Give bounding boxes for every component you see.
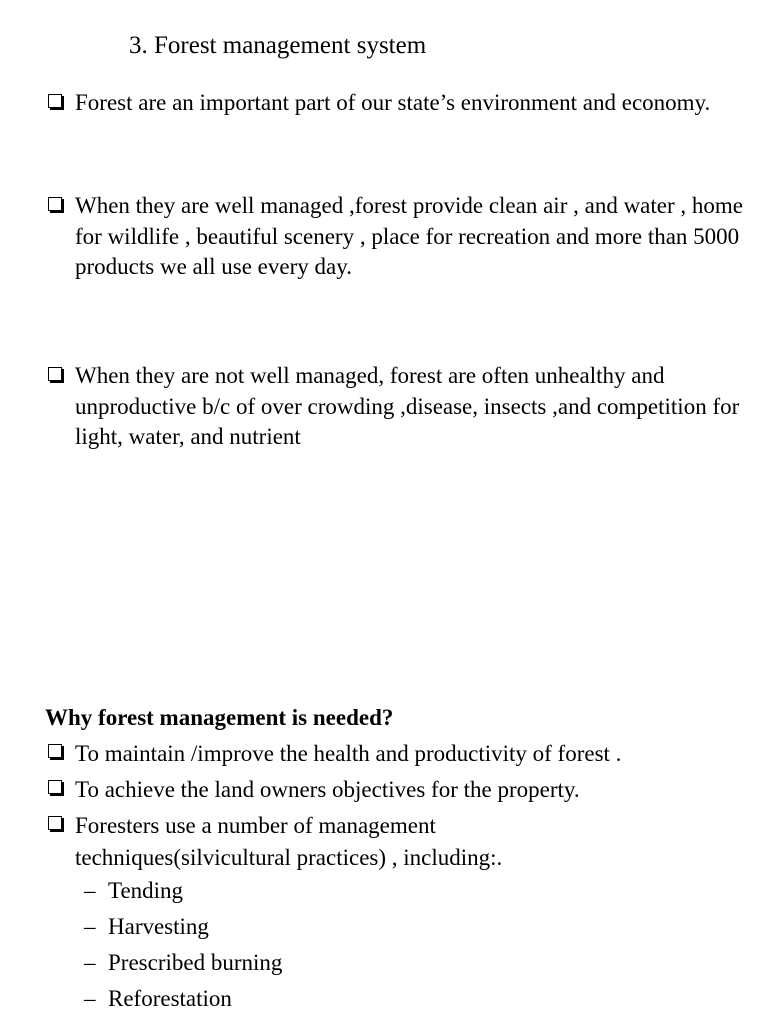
dash-bullet-icon: – xyxy=(84,950,96,975)
reason-item xyxy=(45,738,745,770)
technique-item xyxy=(84,948,282,978)
checkbox-bullet-icon xyxy=(48,367,62,381)
reason-text: To achieve the land owners objectives for the property. xyxy=(75,777,580,802)
dash-bullet-icon: – xyxy=(84,986,96,1011)
intro-bullet-2 xyxy=(45,191,745,283)
section-heading: Why forest management is needed? xyxy=(45,705,394,730)
intro-bullet-text: When they are not well managed, forest are often unhealthy and unproductive b/c of over crowding ,disease, insects ,and competition for light, water, and nutrient xyxy=(75,363,740,449)
page-title: 3. Forest management system xyxy=(129,32,427,59)
reason-text: To maintain /improve the health and productivity of forest . xyxy=(75,741,622,766)
dash-bullet-icon: – xyxy=(84,878,96,903)
technique-text: Prescribed burning xyxy=(108,950,283,975)
technique-text: Reforestation xyxy=(108,986,232,1011)
technique-item xyxy=(84,912,282,942)
checkbox-bullet-icon xyxy=(48,816,62,830)
dash-bullet-icon: – xyxy=(84,914,96,939)
reasons-list xyxy=(45,738,745,874)
technique-item xyxy=(84,984,282,1014)
intro-bullet-text: Forest are an important part of our state’s environment and economy. xyxy=(75,90,711,115)
intro-bullet-3 xyxy=(45,361,745,453)
checkbox-bullet-icon xyxy=(48,197,62,211)
checkbox-bullet-icon xyxy=(48,94,62,108)
techniques-list xyxy=(84,876,282,1014)
intro-bullet-1 xyxy=(45,88,745,119)
checkbox-bullet-icon xyxy=(48,780,62,794)
reason-text: Foresters use a number of management techniques(silvicultural practices) , including:. xyxy=(75,813,503,870)
intro-bullet-text: When they are well managed ,forest provide clean air , and water , home for wildlife , beautiful scenery , place for recreation and more than 5000 products we all use every day. xyxy=(75,193,743,279)
reason-item xyxy=(45,810,635,874)
technique-text: Tending xyxy=(108,878,184,903)
technique-text: Harvesting xyxy=(108,914,209,939)
reason-item xyxy=(45,774,745,806)
technique-item xyxy=(84,876,282,906)
checkbox-bullet-icon xyxy=(48,744,62,758)
